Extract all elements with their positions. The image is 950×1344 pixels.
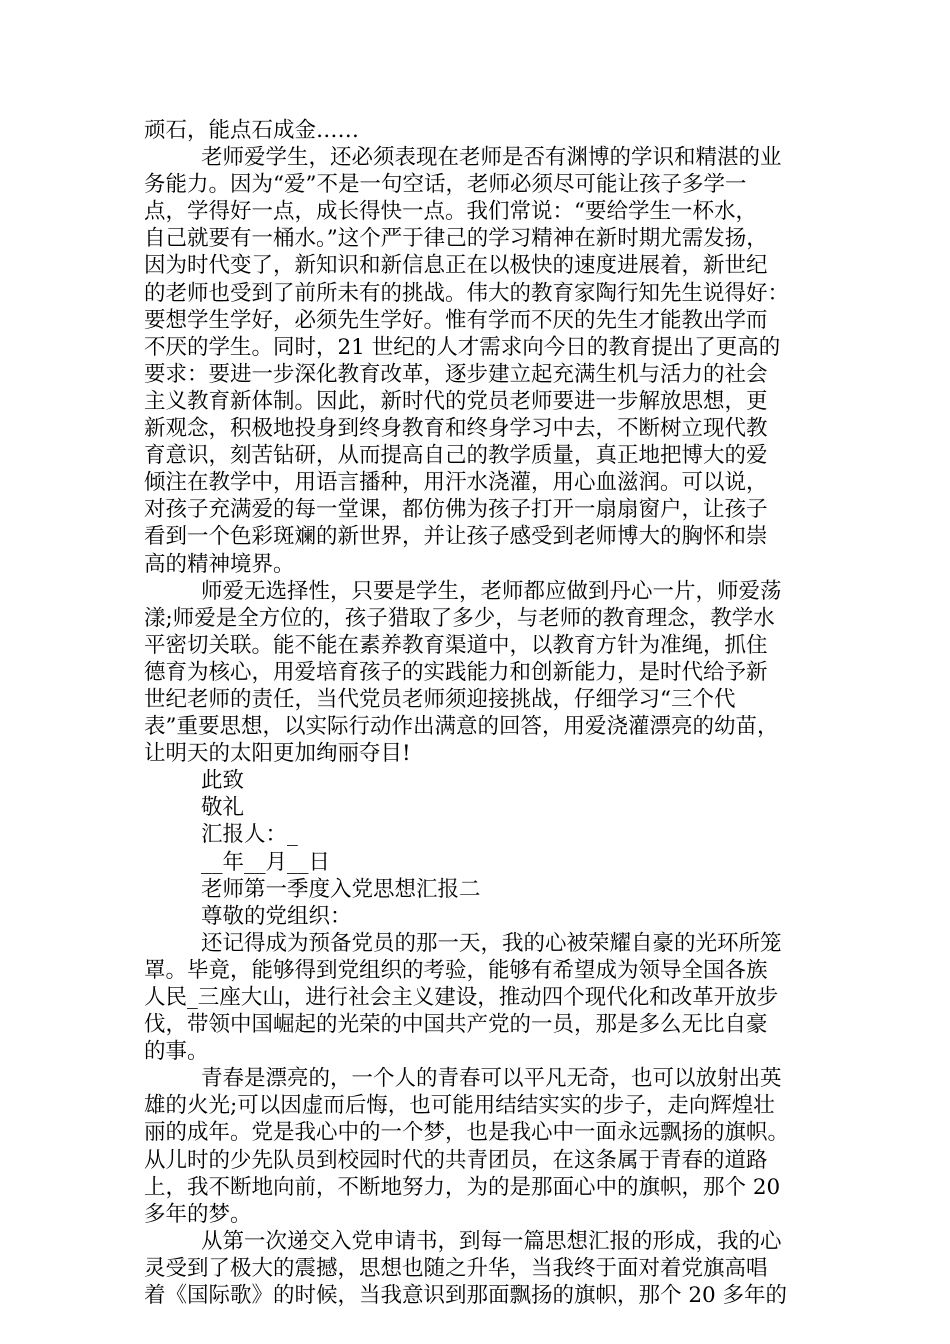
- text-line: 高的精神境界。: [144, 551, 295, 577]
- text-line: 青春是漂亮的，一个人的青春可以平凡无奇，也可以放射出英: [201, 1066, 782, 1092]
- text-line: 汇报人：_: [201, 822, 298, 848]
- text-line: 新观念，积极地投身到终身教育和终身学习中去，不断树立现代教: [144, 416, 768, 442]
- text-line: 主义教育新体制。因此，新时代的党员老师要进一步解放思想，更: [144, 388, 768, 414]
- text-line: 多年的梦。: [144, 1201, 252, 1227]
- text-line: 世纪老师的责任，当代党员老师须迎接挑战，仔细学习“三个代: [144, 686, 736, 712]
- text-line: 丽的成年。党是我心中的一个梦，也是我心中一面永远飘扬的旗帜。: [144, 1120, 790, 1146]
- text-line: 人民_三座大山，进行社会主义建设，推动四个现代化和改革开放步: [144, 985, 779, 1010]
- text-line: 对孩子充满爱的每一堂课，都仿佛为孩子打开一扇扇窗户，让孩子: [144, 497, 768, 523]
- text-line: 老师第一季度入党思想汇报二: [201, 876, 481, 902]
- text-line: 不厌的学生。同时，21 世纪的人才需求向今日的教育提出了更高的: [144, 334, 781, 360]
- text-line: 因为时代变了，新知识和新信息正在以极快的速度进展着，新世纪: [144, 253, 768, 279]
- text-line: 敬礼: [201, 795, 245, 821]
- text-line: 伐，带领中国崛起的光荣的中国共产党的一员，那是多么无比自豪: [144, 1012, 768, 1038]
- text-line: 罩。毕竟，能够得到党组织的考验，能够有希望成为领导全国各族: [144, 957, 768, 983]
- text-line: 平密切关联。能不能在素养教育渠道中，以教育方针为准绳，抓住: [144, 632, 768, 658]
- text-line: 点，学得好一点，成长得快一点。我们常说：“要给学生一杯水，: [144, 199, 757, 225]
- text-line: 灵受到了极大的震撼，思想也随之升华，当我终于面对着党旗高唱: [144, 1255, 768, 1281]
- text-line: 还记得成为预备党员的那一天，我的心被荣耀自豪的光环所笼: [201, 930, 782, 956]
- text-line: 的老师也受到了前所未有的挑战。伟大的教育家陶行知先生说得好：: [144, 280, 790, 306]
- text-line: 从儿时的少先队员到校园时代的共青团员，在这条属于青春的道路: [144, 1147, 768, 1173]
- text-line: 漾;师爱是全方位的，孩子猎取了多少，与老师的教育理念，教学水: [144, 605, 775, 631]
- text-line: 表”重要思想，以实际行动作出满意的回答，用爱浇灌漂亮的幼苗，: [144, 714, 779, 740]
- text-line: 要想学生学好，必须先生学好。惟有学而不厌的先生才能教出学而: [144, 307, 768, 333]
- text-line: 雄的火光;可以因虚而后悔，也可能用结结实实的步子，走向辉煌壮: [144, 1093, 775, 1119]
- text-line: 让明天的太阳更加绚丽夺目!: [144, 741, 411, 767]
- text-line: 此致: [201, 768, 245, 794]
- document-body: [144, 117, 806, 1309]
- text-line: 自己就要有一桶水。”这个严于律己的学习精神在新时期尤需发扬，: [144, 226, 768, 252]
- text-line: 的事。: [144, 1039, 209, 1065]
- text-line: 要求：要进一步深化教育改革，逐步建立起充满生机与活力的社会: [144, 361, 768, 387]
- text-line: 尊敬的党组织：: [201, 903, 352, 929]
- text-line: 看到一个色彩斑斓的新世界，并让孩子感受到老师博大的胸怀和崇: [144, 524, 768, 550]
- text-line: 务能力。因为“爱”不是一句空话，老师必须尽可能让孩子多学一: [144, 172, 747, 198]
- text-line: 着《国际歌》的时候，当我意识到那面飘扬的旗帜，那个 20 多年的: [144, 1283, 788, 1309]
- text-line: 顽石，能点石成金……: [144, 118, 360, 143]
- text-line: 上，我不断地向前，不断地努力，为的是那面心中的旗帜，那个 20: [144, 1174, 781, 1200]
- text-line: __年__月__日: [201, 849, 331, 875]
- text-line: 倾注在教学中，用语言播种，用汗水浇灌，用心血滋润。可以说，: [144, 470, 768, 496]
- text-line: 育意识，刻苦钻研，从而提高自己的教学质量，真正地把博大的爱: [144, 443, 768, 469]
- text-line: 老师爱学生，还必须表现在老师是否有渊博的学识和精湛的业: [201, 145, 782, 171]
- text-line: 师爱无选择性，只要是学生，老师都应做到丹心一片，师爱荡: [201, 578, 782, 604]
- text-line: 德育为核心，用爱培育孩子的实践能力和创新能力，是时代给予新: [144, 659, 768, 685]
- text-line: 从第一次递交入党申请书，到每一篇思想汇报的形成，我的心: [201, 1228, 782, 1254]
